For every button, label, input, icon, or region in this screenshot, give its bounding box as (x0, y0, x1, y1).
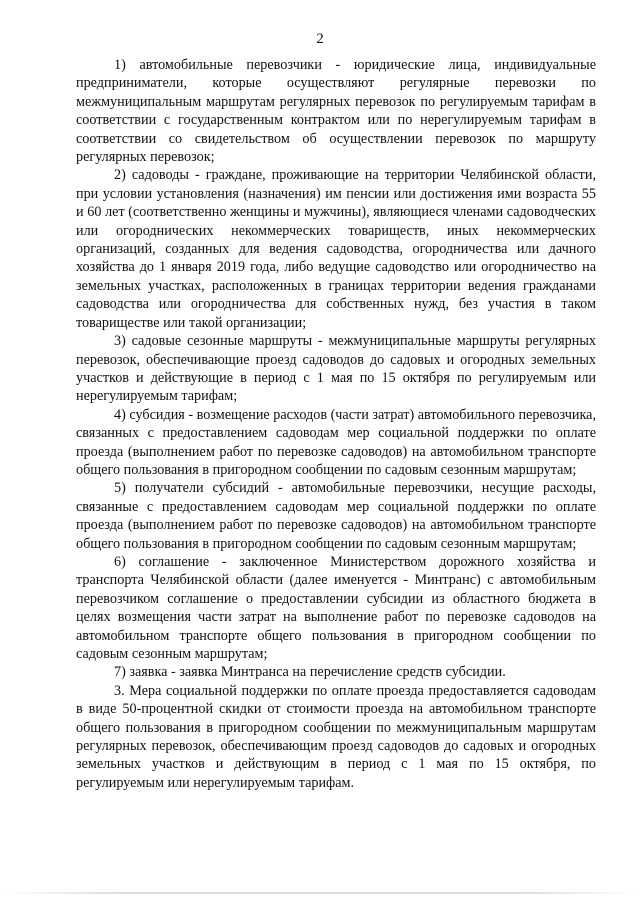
document-body (76, 56, 596, 792)
definition-paragraph-seasonal-routes: 3) садовые сезонные маршруты - межмуниципальные маршруты регулярных перевозок, обеспечивающие проезд садоводов до садовых и огородных земельных участков и действующие в период с 1 мая по 15 октября по регулируемым или нерегулируемым тарифам; (76, 333, 596, 405)
definition-paragraph-application: 7) заявка - заявка Минтранса на перечисление средств субсидии. (114, 664, 506, 681)
definition-paragraph-agreement: 6) соглашение - заключенное Министерством дорожного хозяйства и транспорта Челябинской области (далее именуется - Минтранс) с автомобильным перевозчиком соглашение о предоставлении субсидии из областного бюджета в целях возмещения части затрат на выполнение работ по перевозке садоводов на автомобильном транспорте общего пользования в пригородном сообщении по садовым сезонным маршрутам; (76, 553, 596, 662)
definition-paragraph-recipients: 5) получатели субсидий - автомобильные перевозчики, несущие расходы, связанные с предоставлением садоводам мер социальной поддержки по оплате проезда (выполнением работ по перевозке садоводов) на автомобильном транспорте общего пользования в пригородном сообщении по садовым сезонным маршрутам; (76, 480, 596, 552)
scan-edge-mark (0, 892, 640, 894)
definition-paragraph-subsidy: 4) субсидия - возмещение расходов (части затрат) автомобильного перевозчика, связанных с предоставлением садоводам мер социальной поддержки по оплате проезда (выполнением работ по перевозке садоводов) на автомобильном транспорте общего пользования в пригородном сообщении по садовым сезонным маршрутам; (76, 406, 597, 478)
definition-paragraph-gardeners: 2) садоводы - граждане, проживающие на территории Челябинской области, при условии установления (назначения) им пенсии или достижения ими возраста 55 и 60 лет (соответственно женщины и мужчины), являющиеся членами садоводческих или огороднических некоммерческих товариществ, иных некоммерческих организаций, созданных для ведения садоводства, огородничества или дачного хозяйства до 1 января 2019 года, либо ведущие садоводство или огородничество на земельных участках, расположенных в границах территории ведения гражданами садоводства или огородничества для собственных нужд, без участия в таком товариществе или такой организации; (76, 167, 596, 331)
definition-paragraph-carriers: 1) автомобильные перевозчики - юридические лица, индивидуальные предприниматели, которые осуществляют регулярные перевозки по межмуниципальным маршрутам регулярных перевозок по регулируемым тарифам в соответствии с государственным контрактом или по нерегулируемым тарифам в соответствии со свидетельством об осуществлении перевозок по маршруту регулярных перевозок; (76, 57, 596, 166)
section-paragraph-social-support: 3. Мера социальной поддержки по оплате проезда предоставляется садоводам в виде 50-процентной скидки от стоимости проезда на автомобильном транспорте общего пользования в пригородном сообщении по межмуниципальным маршрутам регулярных перевозок, обеспечивающим проезд садоводов до садовых и огородных земельных участков и действующим в период с 1 мая по 15 октября, по регулируемым или нерегулируемым тарифам. (76, 682, 596, 791)
page-number: 2 (316, 31, 324, 47)
